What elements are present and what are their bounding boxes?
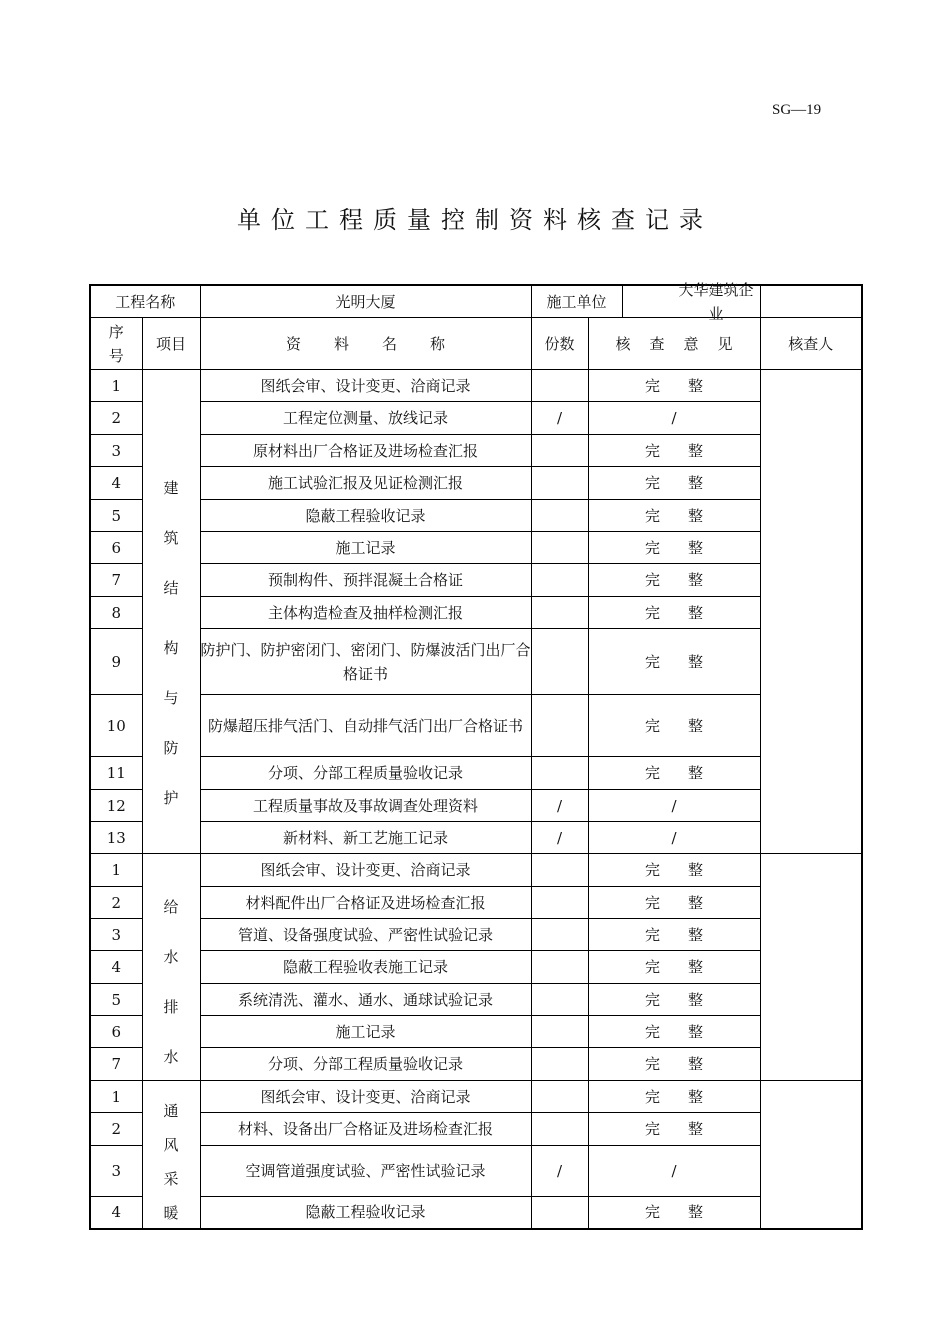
copies-cell <box>531 1113 588 1146</box>
row-number: 2 <box>90 1113 142 1146</box>
table-row <box>90 1081 862 1113</box>
section-label-char: 筑 <box>163 528 179 547</box>
record-table <box>89 280 863 1230</box>
row-number: 13 <box>90 822 142 854</box>
table-row <box>90 887 862 919</box>
opinion-char: 整 <box>688 603 704 622</box>
opinion-char: 整 <box>688 990 704 1009</box>
copies-cell <box>531 435 588 467</box>
document-name: 空调管道强度试验、严密性试验记录 <box>200 1146 531 1197</box>
opinion-cell <box>588 951 760 984</box>
docname-header-char: 名 <box>382 334 398 353</box>
copies-cell <box>531 1081 588 1113</box>
opinion-char: 整 <box>688 1203 704 1222</box>
opinion-header-char: 核 <box>615 334 631 353</box>
col-item-header: 项目 <box>142 318 200 370</box>
document-name: 图纸会审、设计变更、洽商记录 <box>200 370 531 402</box>
opinion-char: 完 <box>645 603 661 622</box>
section-label-char: 结 <box>163 578 179 597</box>
opinion-char: 完 <box>645 474 661 492</box>
opinion-cell <box>588 370 760 402</box>
table-row <box>90 467 862 500</box>
table-row <box>90 564 862 597</box>
table-row <box>90 919 862 951</box>
document-name: 隐蔽工程验收表施工记录 <box>200 951 531 984</box>
section-label-char: 排 <box>163 998 179 1016</box>
table-row <box>90 597 862 629</box>
opinion-char: 完 <box>645 571 661 589</box>
seq-header-char: 序 <box>108 322 124 341</box>
copies-cell <box>531 467 588 500</box>
opinion-char: 完 <box>645 1203 661 1222</box>
opinion-char: 完 <box>645 893 661 912</box>
opinion-cell <box>588 757 760 790</box>
opinion-cell: / <box>588 790 760 822</box>
table-row <box>90 435 862 467</box>
opinion-cell <box>588 597 760 629</box>
opinion-cell <box>588 467 760 500</box>
document-name: 主体构造检查及抽样检测汇报 <box>200 597 531 629</box>
opinion-char: 整 <box>688 1022 704 1041</box>
row-number: 11 <box>90 757 142 790</box>
opinion-cell <box>588 1197 760 1229</box>
opinion-cell <box>588 1081 760 1113</box>
opinion-header-char: 见 <box>717 334 733 353</box>
table-row <box>90 370 862 402</box>
table-row <box>90 532 862 564</box>
contractor-value: 大华建筑企业 <box>678 280 754 323</box>
opinion-char: 整 <box>688 571 704 589</box>
copies-cell: / <box>531 790 588 822</box>
table-row <box>90 1016 862 1048</box>
docname-header-char: 称 <box>430 334 446 353</box>
row-number: 4 <box>90 467 142 500</box>
opinion-cell <box>588 1016 760 1048</box>
copies-cell <box>531 564 588 597</box>
opinion-cell <box>588 695 760 757</box>
document-name: 分项、分部工程质量验收记录 <box>200 757 531 790</box>
table-row <box>90 790 862 822</box>
opinion-char: 整 <box>688 893 704 912</box>
section-label-char: 防 <box>163 738 179 757</box>
section-label <box>142 1081 200 1229</box>
row-number: 3 <box>90 435 142 467</box>
document-name: 系统清洗、灌水、通水、通球试验记录 <box>200 984 531 1016</box>
row-number: 4 <box>90 951 142 984</box>
opinion-cell <box>588 500 760 532</box>
opinion-char: 整 <box>688 925 704 944</box>
opinion-cell <box>588 532 760 564</box>
row-number: 2 <box>90 402 142 435</box>
opinion-char: 完 <box>645 1022 661 1041</box>
row-number: 10 <box>90 695 142 757</box>
opinion-char: 整 <box>688 1120 704 1138</box>
copies-cell <box>531 695 588 757</box>
row-number: 1 <box>90 370 142 402</box>
opinion-char: 完 <box>645 861 661 879</box>
row-number: 7 <box>90 564 142 597</box>
col-docname-header <box>200 318 531 370</box>
opinion-cell: / <box>588 1146 760 1197</box>
opinion-header-char: 意 <box>683 334 699 353</box>
seq-header-char: 号 <box>108 346 124 365</box>
row-number: 1 <box>90 854 142 887</box>
opinion-cell: / <box>588 822 760 854</box>
opinion-char: 完 <box>645 538 661 557</box>
opinion-char: 整 <box>688 474 704 492</box>
section-label-char: 暖 <box>163 1204 179 1223</box>
document-name: 图纸会审、设计变更、洽商记录 <box>200 854 531 887</box>
table-row <box>90 984 862 1016</box>
copies-cell: / <box>531 822 588 854</box>
opinion-cell <box>588 984 760 1016</box>
copies-cell <box>531 370 588 402</box>
section-label-char: 通 <box>163 1102 179 1121</box>
document-name: 隐蔽工程验收记录 <box>200 1197 531 1229</box>
section-label-char: 护 <box>163 788 179 807</box>
project-name-value: 光明大厦 <box>200 285 531 318</box>
section-label-char: 与 <box>163 688 179 707</box>
copies-cell <box>531 757 588 790</box>
document-code: SG—19 <box>772 102 822 118</box>
document-name: 材料配件出厂合格证及进场检查汇报 <box>200 887 531 919</box>
copies-cell: / <box>531 1146 588 1197</box>
contractor-value-tail <box>760 285 862 318</box>
row-number: 3 <box>90 919 142 951</box>
document-name: 原材料出厂合格证及进场检查汇报 <box>200 435 531 467</box>
table-row <box>90 822 862 854</box>
document-name: 图纸会审、设计变更、洽商记录 <box>200 1081 531 1113</box>
opinion-char: 整 <box>688 1087 704 1106</box>
section-label-char: 风 <box>163 1136 179 1155</box>
section-label <box>142 854 200 1081</box>
copies-cell <box>531 1016 588 1048</box>
col-checker-header: 核查人 <box>760 318 862 370</box>
table-row <box>90 1048 862 1081</box>
opinion-char: 整 <box>688 958 704 976</box>
row-number: 8 <box>90 597 142 629</box>
checker-cell <box>760 370 862 854</box>
opinion-char: 整 <box>688 506 704 525</box>
contractor-cell <box>531 280 760 323</box>
row-number: 6 <box>90 532 142 564</box>
row-number: 3 <box>90 1146 142 1197</box>
copies-cell <box>531 887 588 919</box>
opinion-char: 完 <box>645 716 661 735</box>
copies-cell <box>531 951 588 984</box>
copies-cell <box>531 1048 588 1081</box>
document-name: 工程定位测量、放线记录 <box>200 402 531 435</box>
checker-cell <box>760 1081 862 1229</box>
checker-cell <box>760 854 862 1081</box>
opinion-char: 完 <box>645 990 661 1009</box>
opinion-char: 完 <box>645 958 661 976</box>
row-number: 9 <box>90 629 142 695</box>
table-row <box>90 951 862 984</box>
opinion-char: 完 <box>645 925 661 944</box>
table-row <box>90 500 862 532</box>
copies-cell <box>531 1197 588 1229</box>
section-label-char: 水 <box>163 1048 179 1066</box>
docname-header-char: 资 <box>286 334 302 353</box>
opinion-char: 完 <box>645 441 661 460</box>
opinion-char: 整 <box>688 376 704 395</box>
document-name: 施工试验汇报及见证检测汇报 <box>200 467 531 500</box>
row-number: 12 <box>90 790 142 822</box>
document-name: 分项、分部工程质量验收记录 <box>200 1048 531 1081</box>
table-row <box>90 854 862 887</box>
document-name: 隐蔽工程验收记录 <box>200 500 531 532</box>
section-label-char: 给 <box>163 898 179 916</box>
opinion-char: 整 <box>688 861 704 879</box>
table-row <box>90 1113 862 1146</box>
opinion-char: 完 <box>645 1120 661 1138</box>
opinion-char: 整 <box>688 538 704 557</box>
opinion-cell <box>588 629 760 695</box>
col-seq-header <box>90 318 142 370</box>
copies-cell <box>531 919 588 951</box>
row-number: 7 <box>90 1048 142 1081</box>
section-label-char: 构 <box>163 638 179 657</box>
page-title: 单位工程质量控制资料核查记录 <box>237 206 713 234</box>
document-name: 施工记录 <box>200 1016 531 1048</box>
row-number: 6 <box>90 1016 142 1048</box>
document-name: 材料、设备出厂合格证及进场检查汇报 <box>200 1113 531 1146</box>
opinion-cell <box>588 435 760 467</box>
row-number: 4 <box>90 1197 142 1229</box>
opinion-cell: / <box>588 402 760 435</box>
copies-cell: / <box>531 402 588 435</box>
section-label <box>142 370 200 854</box>
opinion-char: 整 <box>688 652 704 671</box>
opinion-char: 完 <box>645 1055 661 1073</box>
opinion-char: 完 <box>645 376 661 395</box>
opinion-char: 完 <box>645 506 661 525</box>
section-label-char: 采 <box>163 1170 179 1189</box>
opinion-char: 完 <box>645 1087 661 1106</box>
row-number: 5 <box>90 984 142 1016</box>
project-name-label: 工程名称 <box>90 285 200 318</box>
contractor-label: 施工单位 <box>532 286 623 317</box>
row-number: 2 <box>90 887 142 919</box>
document-name: 管道、设备强度试验、严密性试验记录 <box>200 919 531 951</box>
opinion-char: 完 <box>645 764 661 782</box>
opinion-cell <box>588 1113 760 1146</box>
copies-cell <box>531 984 588 1016</box>
opinion-cell <box>588 887 760 919</box>
document-name: 防护门、防护密闭门、密闭门、防爆波活门出厂合格证书 <box>200 629 531 695</box>
copies-cell <box>531 532 588 564</box>
opinion-header-char: 查 <box>649 334 665 353</box>
document-name: 工程质量事故及事故调查处理资料 <box>200 790 531 822</box>
opinion-char: 整 <box>688 1055 704 1073</box>
section-label-char: 水 <box>163 948 179 966</box>
copies-cell <box>531 854 588 887</box>
opinion-cell <box>588 564 760 597</box>
opinion-char: 整 <box>688 441 704 460</box>
section-label-char: 建 <box>163 478 179 497</box>
document-name: 施工记录 <box>200 532 531 564</box>
table-row <box>90 1146 862 1197</box>
row-number: 1 <box>90 1081 142 1113</box>
table-row <box>90 402 862 435</box>
document-name: 防爆超压排气活门、自动排气活门出厂合格证书 <box>200 695 531 757</box>
document-name: 预制构件、预拌混凝土合格证 <box>200 564 531 597</box>
docname-header-char: 料 <box>334 334 350 353</box>
table-row <box>90 695 862 757</box>
opinion-char: 完 <box>645 652 661 671</box>
opinion-char: 整 <box>688 764 704 782</box>
copies-cell <box>531 597 588 629</box>
col-copies-header: 份数 <box>531 318 588 370</box>
opinion-cell <box>588 854 760 887</box>
table-row <box>90 1197 862 1229</box>
opinion-cell <box>588 919 760 951</box>
row-number: 5 <box>90 500 142 532</box>
copies-cell <box>531 500 588 532</box>
opinion-char: 整 <box>688 716 704 735</box>
copies-cell <box>531 629 588 695</box>
table-row <box>90 629 862 695</box>
opinion-cell <box>588 1048 760 1081</box>
table-row <box>90 757 862 790</box>
header-row-project <box>90 285 862 318</box>
document-name: 新材料、新工艺施工记录 <box>200 822 531 854</box>
